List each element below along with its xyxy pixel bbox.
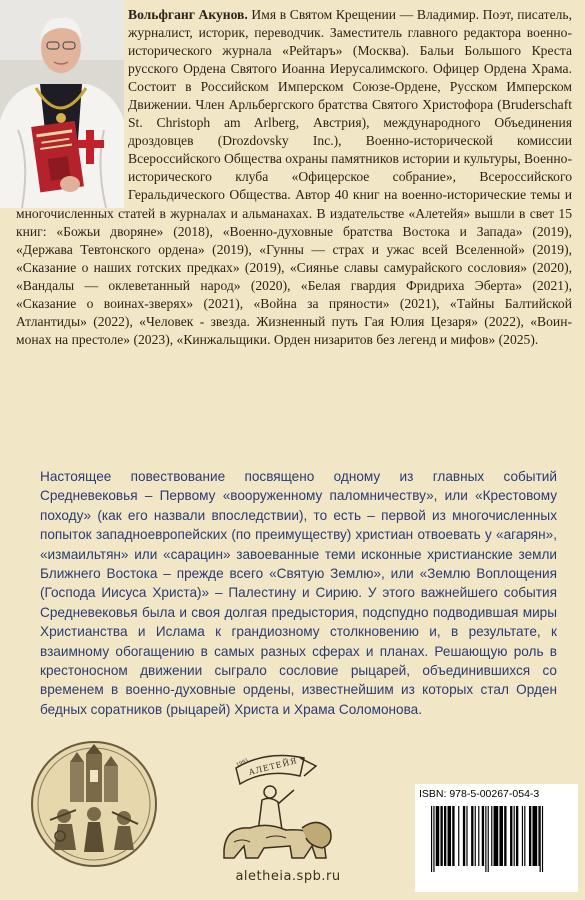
barcode-bar <box>516 806 518 866</box>
barcode-bar <box>448 806 452 866</box>
barcode-bar <box>514 806 515 866</box>
barcode-bar <box>532 806 537 866</box>
barcode-bar <box>471 806 473 866</box>
barcode-bar <box>491 806 492 866</box>
barcode-bar <box>488 806 489 872</box>
barcode-bar <box>542 806 543 872</box>
barcode-bar <box>440 806 442 866</box>
isbn-barcode-block <box>415 784 578 892</box>
book-description: Настоящее повествование посвящено одному из главных событий Средневековья – Первому «вооруженному паломничеству», или «Крестовому походу» (как его назвали впоследствии), то есть – первой из многочисленных попыток западноевропейских (по преимуществу) христиан отвоевать у «агарян», «измаильтян» или «сарацин» завоеванные теми исконные христианские земли Ближнего Востока – прежде всего «Святую Землю», или «Землю Воплощения (Господа Иисуса Христа)» – Палестину и Сирию. У этого важнейшего события Средневековья была и своя долгая предыстория, подспудно подводившая миры Христианства и Ислама к грандиозному столкновению и, в результате, к взаимному обогащению в самых разных сферах и планах. Решающую роль в крестоносном движении сыграло сословие рыцарей, объединившихся со временем в военно-духовные ордены, известнейшим из которых стал Орден бедных соратников (рыцарей) Христа и Храма Соломонова. <box>40 469 557 717</box>
author-name: Вольфганг Акунов. <box>128 7 248 22</box>
barcode-bar <box>524 806 525 866</box>
logo-year-text: 1993 <box>235 757 250 769</box>
barcode-bar <box>538 806 539 866</box>
barcode-bar <box>485 806 486 872</box>
barcode-bar <box>452 806 454 866</box>
barcode-bar <box>466 806 467 866</box>
isbn-label: ISBN: 978-5-00267-054-3 <box>419 788 540 800</box>
publisher-website: aletheia.spb.ru <box>235 869 341 884</box>
barcode-image <box>423 806 569 884</box>
barcode-bar <box>482 806 484 866</box>
knights-seal-emblem <box>30 740 158 868</box>
barcode-bar <box>504 806 506 866</box>
author-bio-text: Имя в Святом Крещении — Владимир. Поэт, писатель, журналист, историк, переводчик. Заместитель главного редактора военно-исторического журнала «Рейтаръ» (Москва). Бальи Большого Креста русского Ордена Святого Иоанна Иерусалимского. Офицер Ордена Храма. Состоит в Российском Имперском Союзе-Ордене, Русском Имперском Движении. Член Арльбергского братства Святого Христофора (Bruderschaft St. Christoph am Arlberg, Австрия), международного Объединения дроздовцев (Drozdovsky Inc.), Военно-исторической комиссии Всероссийского Общества охраны памятников истории и культуры, Военно-исторического клуба «Офицерское собрание», Всероссийского Геральдического Общества. Автор 40 книг на военно-исторические темы и многочисленных статей в журналах и альманахах. В издательстве «Алетейя» вышли в свет 15 книг: «Божьи дворяне» (2018), «Военно-духовные братства Востока и Запада» (2019), «Держава Тевтонского ордена» (2019), «Гунны — страх и ужас всей Вселенной» (2019), «Сказание о наших готских предках» (2019), «Сиянье славы самурайского сословия» (2020), «Вандалы — оклеветанный народ» (2020), «Белая гвардия Фридриха Эберта» (2021), «Сказание о воинах-зверях» (2021), «Война за пряности» (2021), «Тайны Балтийской Атлантиды» (2022), «Человек - звезда. Жизненный путь Гая Юлия Цезаря» (2022), «Воин-монах на престоле» (2023), «Кинжальщики. Орден низаритов без легенд и мифов» (2025). <box>16 7 572 347</box>
barcode-bar <box>499 806 503 866</box>
barcode-bar <box>529 806 531 866</box>
barcode-bar <box>478 806 479 866</box>
barcode-bar <box>431 806 432 872</box>
barcode-bar <box>463 806 465 866</box>
barcode-bar <box>475 806 476 866</box>
barcode-bar <box>458 806 459 866</box>
barcode-bar <box>433 806 434 872</box>
logo-name-text: АЛЕТЕЙЯ <box>247 756 299 777</box>
barcode-bar <box>510 806 512 866</box>
barcode-bar <box>444 806 446 866</box>
author-bio <box>16 6 572 349</box>
barcode-bar <box>522 806 523 866</box>
barcode-bar <box>436 806 440 866</box>
barcode-bar <box>540 806 541 872</box>
barcode-bar <box>494 806 499 866</box>
photo-spacer <box>0 0 120 204</box>
publisher-logo <box>206 746 346 866</box>
seal-image <box>30 740 158 868</box>
